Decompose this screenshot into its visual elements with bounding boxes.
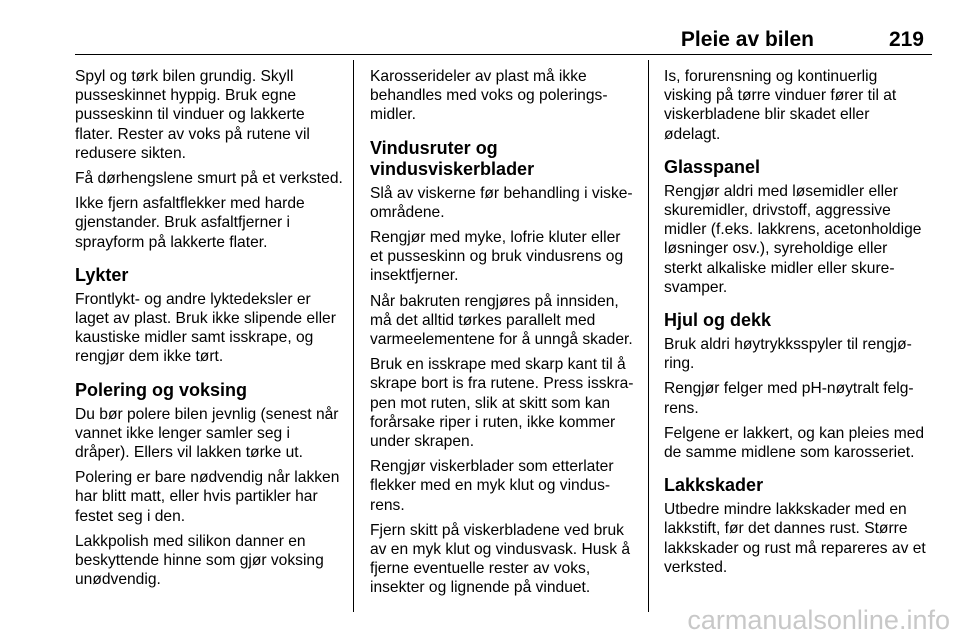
paragraph: Utbedre mindre lakkskader med en lakkstift, før det dannes rust. Større lakkskader og rust må repareres av et verksted. bbox=[664, 501, 926, 576]
section-heading-lakkskader: Lakkskader bbox=[664, 475, 764, 496]
section-heading-glasspanel: Glasspanel bbox=[664, 156, 761, 177]
paragraph: Bruk aldri høytrykksspyler til rengjøring. bbox=[664, 336, 912, 373]
paragraph: Få dørhengslene smurt på et verksted. bbox=[75, 170, 343, 188]
paragraph: Polering er bare nødvendig når lakken har blitt matt, eller hvis partikler har festet seg i den. bbox=[75, 469, 340, 525]
page-number: 219 bbox=[888, 28, 924, 51]
paragraph: Rengjør viskerblader som etterlater flekker med en myk klut og vindusrens. bbox=[370, 458, 614, 514]
paragraph: Ikke fjern asfaltflekker med harde gjenstander. Bruk asfaltfjerner i sprayform på lakkerte flater. bbox=[75, 195, 305, 251]
paragraph: Når bakruten rengjøres på innsiden, må det alltid tørkes parallelt med varmeelementene for å unngå skader. bbox=[370, 292, 633, 349]
paragraph: Rengjør aldri med løsemidler eller skuremidler, drivstoff, aggressive midler (f.eks. lakkrens, acetonholdige løsninger osv.), syreholdige eller sterkt alkaliske midler eller skuresvamper. bbox=[664, 182, 922, 296]
paragraph: Fjern skitt på viskerbladene ved bruk av en myk klut og vindusvask. Husk å fjerne eventuelle rester av voks, insekter og lignende på vinduet. bbox=[370, 521, 631, 597]
section-heading-vindusruter: Vindusruter og vindusviskerblader bbox=[370, 137, 535, 179]
paragraph: Rengjør felger med pH-nøytralt felgrens. bbox=[664, 380, 914, 417]
column-1 bbox=[75, 67, 347, 595]
section-heading-hjul: Hjul og dekk bbox=[664, 310, 772, 331]
paragraph: Bruk en isskrape med skarp kant til å skrape bort is fra rutene. Press isskrapen mot ruten, slik at skitt som kan forårsake riper i ruten, ikke kommer under skrapen. bbox=[370, 356, 634, 451]
paragraph: Slå av viskerne før behandling i viskeområdene. bbox=[370, 184, 633, 221]
paragraph: Karosserideler av plast må ikke behandles med voks og poleringsmidler. bbox=[370, 68, 608, 124]
page-title: Pleie av bilen bbox=[680, 28, 814, 51]
paragraph: Rengjør med myke, lofrie kluter eller et pusseskinn og bruk vindusrens og insektfjerner. bbox=[370, 229, 624, 285]
column-divider-1 bbox=[353, 60, 354, 612]
paragraph: Du bør polere bilen jevnlig (senest når vannet ikke lenger samler seg i dråper). Ellers vil lakken tørke ut. bbox=[75, 405, 339, 462]
paragraph: Spyl og tørk bilen grundig. Skyll pusseskinnet hyppig. Bruk egne pusseskinn til vinduer og lakkerte flater. Rester av voks på rutene vil redusere sikten. bbox=[75, 68, 310, 162]
paragraph: Is, forurensning og kontinuerlig visking på tørre vinduer fører til at viskerbladene blir skadet eller ødelagt. bbox=[664, 68, 897, 143]
page-header bbox=[75, 0, 932, 56]
column-2 bbox=[370, 67, 634, 604]
header-rule bbox=[75, 54, 932, 55]
section-heading-lykter: Lykter bbox=[75, 264, 129, 285]
section-heading-polering: Polering og voksing bbox=[75, 379, 248, 400]
watermark: carmanualsonline.info bbox=[687, 605, 950, 635]
column-3 bbox=[664, 67, 928, 583]
paragraph: Lakkpolish med silikon danner en beskyttende hinne som gjør voksing unødvendig. bbox=[75, 532, 324, 589]
column-divider-2 bbox=[648, 60, 649, 612]
paragraph: Frontlykt- og andre lyktedeksler er laget av plast. Bruk ikke slipende eller kaustiske midler samt isskrape, og rengjør dem ikke tørt. bbox=[75, 290, 336, 366]
paragraph: Felgene er lakkert, og kan pleies med de samme midlene som karosseriet. bbox=[664, 424, 925, 462]
